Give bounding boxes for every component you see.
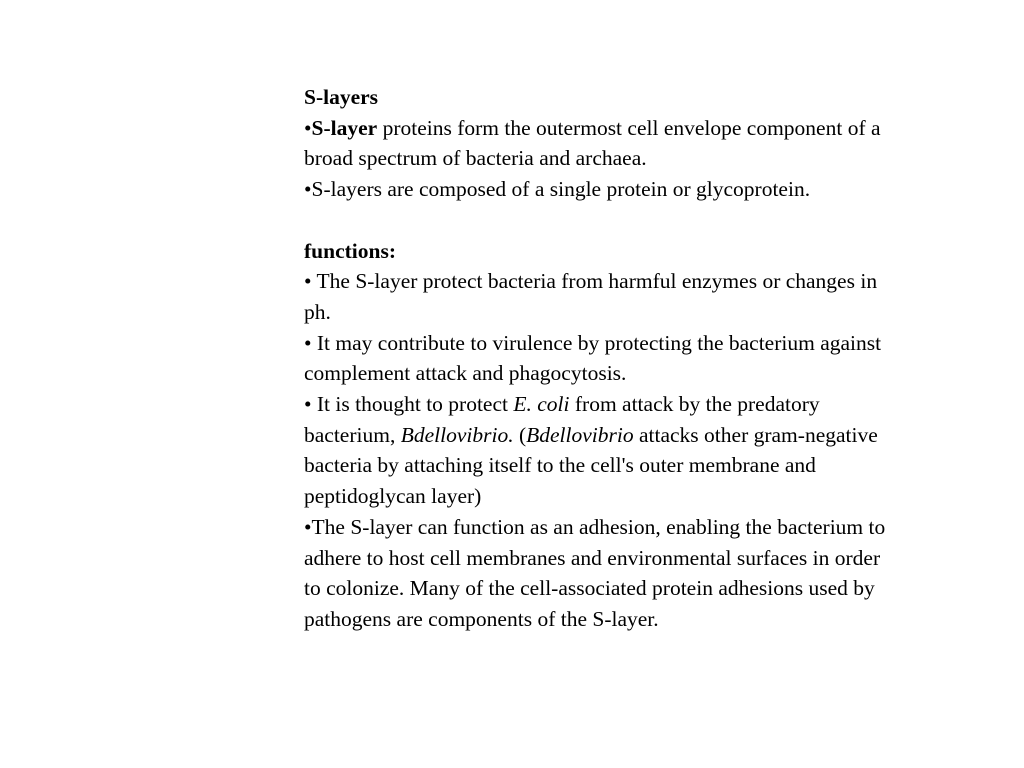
- function-1-line-2: ph.: [304, 299, 331, 324]
- e-coli-term: E. coli: [513, 392, 570, 417]
- function-4-line-4: pathogens are components of the S-layer.: [304, 606, 659, 631]
- function-3-text: • It is thought to protect: [304, 392, 514, 417]
- bdellovibrio-term: Bdellovibrio.: [400, 422, 514, 447]
- function-3-text: (: [513, 422, 527, 447]
- intro-bullet-1-text: proteins form the outermost cell envelope component of a: [377, 115, 881, 140]
- function-2-line-2: complement attack and phagocytosis.: [304, 361, 627, 386]
- function-3-line-4: peptidoglycan layer): [304, 484, 482, 509]
- intro-bullet-1: [304, 113, 1004, 144]
- function-3-line-3: bacteria by attaching itself to the cell's outer membrane and: [304, 453, 816, 478]
- function-3-text: bacterium,: [304, 422, 401, 447]
- bullet-glyph: •: [304, 177, 312, 202]
- function-4-line-3: to colonize. Many of the cell-associated protein adhesions used by: [304, 576, 875, 601]
- functions-heading: functions:: [304, 238, 396, 263]
- bullet-glyph: •: [304, 115, 312, 140]
- function-2-line-1: • It may contribute to virulence by protecting the bacterium against: [304, 330, 882, 355]
- function-1-line-1: • The S-layer protect bacteria from harmful enzymes or changes in: [304, 269, 878, 294]
- function-3-line-1: [304, 389, 1004, 420]
- function-3-line-2: [304, 420, 1004, 451]
- slide-text-block: [304, 82, 1004, 635]
- s-layer-term: S-layer: [311, 115, 378, 140]
- spacer: [304, 205, 1004, 236]
- function-3-text: from attack by the predatory: [569, 392, 820, 417]
- bdellovibrio-term: Bdellovibrio: [526, 422, 634, 447]
- intro-bullet-2-text: S-layers are composed of a single protein or glycoprotein.: [311, 177, 811, 202]
- intro-bullet-1-cont: broad spectrum of bacteria and archaea.: [304, 146, 647, 171]
- function-3-text: attacks other gram-negative: [633, 422, 878, 447]
- slide-title: S-layers: [304, 85, 379, 109]
- function-4-line-1: •The S-layer can function as an adhesion, enabling the bacterium to: [304, 514, 886, 539]
- function-4-line-2: adhere to host cell membranes and environmental surfaces in order: [304, 545, 881, 570]
- intro-bullet-2: [304, 174, 1004, 205]
